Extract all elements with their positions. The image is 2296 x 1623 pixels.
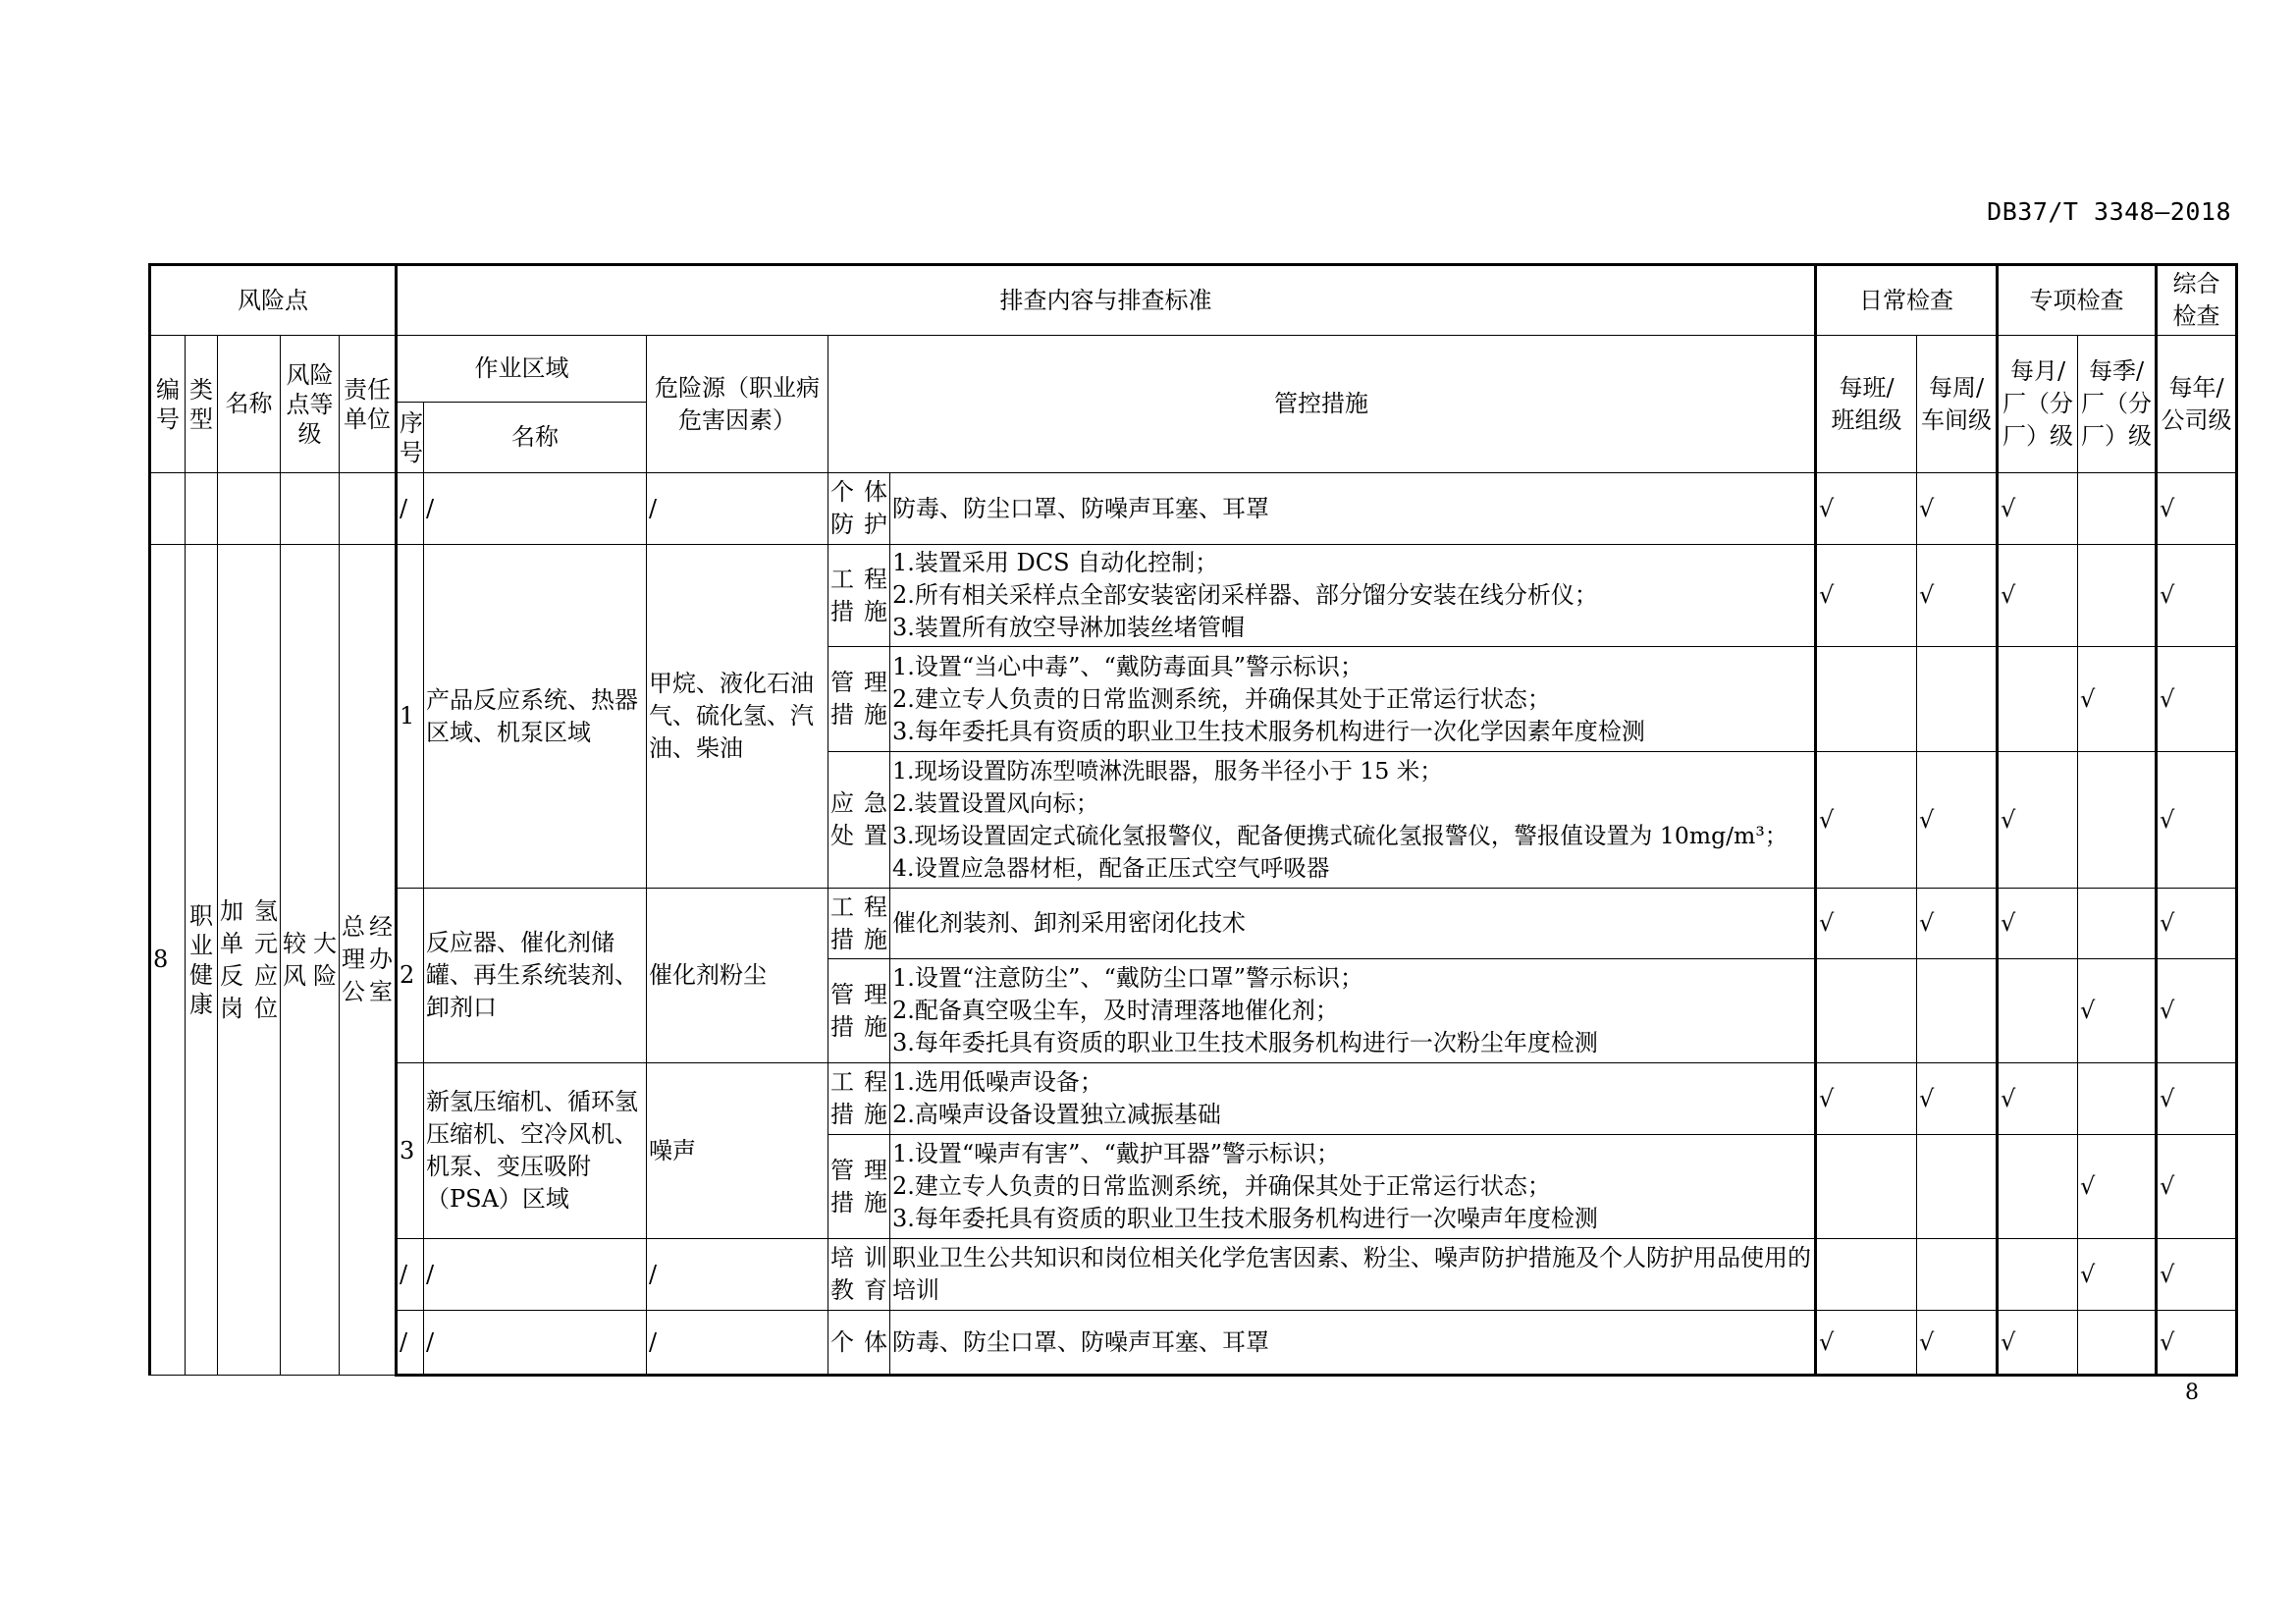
area-name-cell: 新氢压缩机、循环氢压缩机、空冷风机、机泵、变压吸附（PSA）区域 [424, 1063, 647, 1239]
empty-cell [340, 473, 397, 545]
measure-text-cell: 1.现场设置防冻型喷淋洗眼器，服务半径小于 15 米； 2.装置设置风向标； 3.现场设置固定式硫化氢报警仪，配备便携式硫化氢报警仪，警报值设置为 10mg/m³； 4.设置应急器材柜，配备正压式空气呼吸器 [890, 752, 1816, 889]
risk-no-cell: 8 [150, 545, 186, 1376]
check-per-quarter [2078, 752, 2157, 889]
check-per-year: √ [2157, 1063, 2237, 1135]
check-per-month [1998, 1135, 2078, 1239]
check-per-week: √ [1917, 473, 1998, 545]
hazard-cell: 噪声 [647, 1063, 828, 1239]
hazard-cell: / [647, 1239, 828, 1311]
check-per-shift: √ [1816, 889, 1917, 959]
level-header: 风险 点等 级 [281, 336, 340, 473]
hazard-cell: / [647, 1311, 828, 1376]
check-per-shift [1816, 1135, 1917, 1239]
check-per-week [1917, 647, 1998, 752]
check-per-year: √ [2157, 647, 2237, 752]
check-per-year: √ [2157, 889, 2237, 959]
measures-header: 管控措施 [828, 336, 1816, 473]
check-per-quarter: √ [2078, 1239, 2157, 1311]
check-per-quarter [2078, 889, 2157, 959]
measure-type-cell: 管理 措施 [828, 959, 890, 1063]
measure-type-cell: 个体 防护 [828, 473, 890, 545]
check-per-year: √ [2157, 959, 2237, 1063]
check-per-year: √ [2157, 1135, 2237, 1239]
measure-type-cell: 培训 教育 [828, 1239, 890, 1311]
check-per-quarter: √ [2078, 1135, 2157, 1239]
per-week-header: 每周/ 车间级 [1917, 336, 1998, 473]
no-header: 编 号 [150, 336, 186, 473]
area-2-measure-1-row [150, 889, 2237, 959]
risk-inspection-table [148, 263, 2238, 1377]
measure-text-cell: 防毒、防尘口罩、防噪声耳塞、耳罩 [890, 1311, 1816, 1376]
type-header: 类 型 [186, 336, 218, 473]
check-per-week [1917, 1239, 1998, 1311]
risk-type-cell: 职业 健康 [186, 545, 218, 1376]
check-per-quarter: √ [2078, 959, 2157, 1063]
check-per-month [1998, 959, 2078, 1063]
check-per-year: √ [2157, 1239, 2237, 1311]
risk-point-header: 风险点 [150, 265, 397, 336]
check-per-month [1998, 1239, 2078, 1311]
hazard-cell: / [647, 473, 828, 545]
header-row-sub-1 [150, 336, 2237, 403]
special-check-header: 专项检查 [1998, 265, 2157, 336]
measure-type-cell: 管理 措施 [828, 1135, 890, 1239]
area-name-cell: 反应器、催化剂储罐、再生系统装剂、卸剂口 [424, 889, 647, 1063]
check-per-shift: √ [1816, 545, 1917, 647]
check-per-week: √ [1917, 752, 1998, 889]
check-per-quarter [2078, 1063, 2157, 1135]
risk-level-cell: 较大 风险 [281, 545, 340, 1376]
comprehensive-check-header: 综合 检查 [2157, 265, 2237, 336]
prev-ppe-row [150, 473, 2237, 545]
check-per-week: √ [1917, 889, 1998, 959]
check-per-shift: √ [1816, 1311, 1917, 1376]
page-number: 8 [2185, 1380, 2199, 1405]
check-per-week: √ [1917, 1063, 1998, 1135]
hazard-header: 危险源（职业病 危害因素） [647, 336, 828, 473]
per-shift-header: 每班/ 班组级 [1816, 336, 1917, 473]
check-per-quarter [2078, 473, 2157, 545]
check-per-year: √ [2157, 545, 2237, 647]
check-per-shift: √ [1816, 752, 1917, 889]
check-per-week [1917, 959, 1998, 1063]
check-per-year: √ [2157, 1311, 2237, 1376]
training-row [150, 1239, 2237, 1311]
ppe-row [150, 1311, 2237, 1376]
check-per-year: √ [2157, 473, 2237, 545]
per-month-header: 每月/ 厂（分 厂）级 [1998, 336, 2078, 473]
area-seq-cell: 2 [397, 889, 424, 1063]
seq-cell: / [397, 1239, 424, 1311]
check-per-month [1998, 647, 2078, 752]
check-per-week [1917, 1135, 1998, 1239]
check-per-shift [1816, 959, 1917, 1063]
hazard-cell: 催化剂粉尘 [647, 889, 828, 1063]
check-per-month: √ [1998, 1063, 2078, 1135]
unit-header: 责任 单位 [340, 336, 397, 473]
area-name-cell: / [424, 1239, 647, 1311]
header-row-groups [150, 265, 2237, 336]
area-name-cell: 产品反应系统、热器区域、机泵区域 [424, 545, 647, 889]
check-per-month: √ [1998, 1311, 2078, 1376]
area-name-cell: / [424, 473, 647, 545]
check-per-shift: √ [1816, 1063, 1917, 1135]
check-per-quarter: √ [2078, 647, 2157, 752]
risk-name-cell: 加氢 单元 反应 岗位 [218, 545, 281, 1376]
area-name-header: 名称 [424, 403, 647, 473]
per-quarter-header: 每季/ 厂（分 厂）级 [2078, 336, 2157, 473]
document-code: DB37/T 3348—2018 [1987, 197, 2231, 226]
work-area-header: 作业区域 [397, 336, 647, 403]
measure-text-cell: 1.装置采用 DCS 自动化控制； 2.所有相关采样点全部安装密闭采样器、部分馏分安装在线分析仪； 3.装置所有放空导淋加装丝堵管帽 [890, 545, 1816, 647]
measure-text-cell: 1.选用低噪声设备； 2.高噪声设备设置独立减振基础 [890, 1063, 1816, 1135]
empty-cell [186, 473, 218, 545]
seq-header: 序 号 [397, 403, 424, 473]
measure-type-cell: 个体 [828, 1311, 890, 1376]
check-per-week: √ [1917, 1311, 1998, 1376]
check-per-month: √ [1998, 545, 2078, 647]
check-per-year: √ [2157, 752, 2237, 889]
measure-type-cell: 工程 措施 [828, 1063, 890, 1135]
per-year-header: 每年/ 公司级 [2157, 336, 2237, 473]
check-per-quarter [2078, 1311, 2157, 1376]
responsible-unit-cell: 总经 理办 公室 [340, 545, 397, 1376]
area-name-cell: / [424, 1311, 647, 1376]
seq-cell: / [397, 473, 424, 545]
measure-text-cell: 防毒、防尘口罩、防噪声耳塞、耳罩 [890, 473, 1816, 545]
measure-text-cell: 催化剂装剂、卸剂采用密闭化技术 [890, 889, 1816, 959]
measure-text-cell: 职业卫生公共知识和岗位相关化学危害因素、粉尘、噪声防护措施及个人防护用品使用的培训 [890, 1239, 1816, 1311]
check-per-quarter [2078, 545, 2157, 647]
hazard-cell: 甲烷、液化石油气、硫化氢、汽油、柴油 [647, 545, 828, 889]
measure-text-cell: 1.设置“注意防尘”、“戴防尘口罩”警示标识； 2.配备真空吸尘车，及时清理落地催化剂； 3.每年委托具有资质的职业卫生技术服务机构进行一次粉尘年度检测 [890, 959, 1816, 1063]
area-seq-cell: 3 [397, 1063, 424, 1239]
area-seq-cell: 1 [397, 545, 424, 889]
empty-cell [150, 473, 186, 545]
daily-check-header: 日常检查 [1816, 265, 1998, 336]
content-standard-header: 排查内容与排查标准 [397, 265, 1816, 336]
check-per-month: √ [1998, 473, 2078, 545]
check-per-month: √ [1998, 752, 2078, 889]
measure-text-cell: 1.设置“当心中毒”、“戴防毒面具”警示标识； 2.建立专人负责的日常监测系统，并确保其处于正常运行状态； 3.每年委托具有资质的职业卫生技术服务机构进行一次化学因素年度检测 [890, 647, 1816, 752]
check-per-month: √ [1998, 889, 2078, 959]
area-3-measure-1-row [150, 1063, 2237, 1135]
measure-type-cell: 管理 措施 [828, 647, 890, 752]
measure-type-cell: 工程 措施 [828, 545, 890, 647]
empty-cell [281, 473, 340, 545]
name-header: 名称 [218, 336, 281, 473]
measure-text-cell: 1.设置“噪声有害”、“戴护耳器”警示标识； 2.建立专人负责的日常监测系统，并确保其处于正常运行状态； 3.每年委托具有资质的职业卫生技术服务机构进行一次噪声年度检测 [890, 1135, 1816, 1239]
area-1-measure-1-row [150, 545, 2237, 647]
check-per-shift [1816, 647, 1917, 752]
seq-cell: / [397, 1311, 424, 1376]
check-per-week: √ [1917, 545, 1998, 647]
measure-type-cell: 应急 处置 [828, 752, 890, 889]
check-per-shift [1816, 1239, 1917, 1311]
empty-cell [218, 473, 281, 545]
measure-type-cell: 工程 措施 [828, 889, 890, 959]
check-per-shift: √ [1816, 473, 1917, 545]
